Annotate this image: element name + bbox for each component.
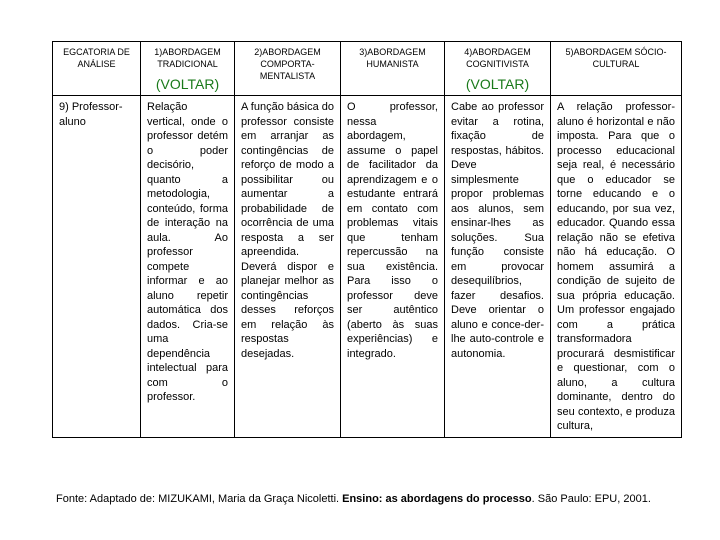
cell-text: A relação professor-aluno é horizontal e não imposta. Para que o processo educacional seja real, é necessário que o educador se torne educando e o educando, por sua vez, educador. Quando essa relação não se efetiva não há educação. O homem assumirá a condição de sujeito de sua própria educação. Um professor engajado com a prática transformadora procurará desmistificar e questionar, com o aluno, a cultura dominante, dentro do seu contexto, e produza cultura, [557, 101, 675, 432]
header-cell-cognitivista [445, 42, 551, 96]
citation-suffix: . São Paulo: EPU, 2001. [531, 493, 651, 505]
table-cell-category [53, 96, 141, 438]
header-row [53, 42, 682, 96]
table-cell-comportamentalista [235, 96, 341, 438]
cell-text: Cabe ao professor evitar a rotina, fixação de respostas, hábitos. Deve simplesmente propor problemas aos alunos, sem ensinar-lhes as soluções. Sua função consiste em provocar desequilíbrios, fazer desafios. Deve orientar o aluno e conce-der-lhe auto-controle e autonomia. [451, 101, 544, 360]
cell-text: A função básica do professor consiste em arranjar as contingências de reforço de modo a possibilitar ou aumentar a probabilidade de ocorrência de uma resposta a ser apreendida. Deverá dispor e planejar melhor as contingências desses reforços em relação às respostas desejadas. [241, 101, 334, 360]
header-cell-comportamentalista [235, 42, 341, 96]
citation-prefix: Fonte: Adaptado de: MIZUKAMI, Maria da Graça Nicoletti. [56, 493, 343, 505]
header-cell-socio-cultural [551, 42, 682, 96]
source-citation [56, 492, 716, 506]
header-cell-tradicional [141, 42, 235, 96]
table-cell-socio-cultural [551, 96, 682, 438]
table-row [53, 96, 682, 438]
header-label: 4)ABORDAGEM COGNITIVISTA [464, 47, 531, 69]
header-label: 3)ABORDAGEM HUMANISTA [359, 47, 426, 69]
cell-text: O professor, nessa abordagem, assume o papel de facilitador da aprendizagem e o estudante entrará em contato com problemas vitais que tenham repercussão na sua existência. Para isso o professor deve ser autêntico (aberto às suas experiências) e integrado. [347, 101, 438, 360]
header-label: 2)ABORDAGEM COMPORTA-MENTALISTA [254, 47, 321, 81]
header-label: 1)ABORDAGEM TRADICIONAL [154, 47, 221, 69]
header-cell-humanista [341, 42, 445, 96]
comparison-table [52, 41, 682, 438]
voltar-link[interactable]: (VOLTAR) [155, 76, 220, 92]
citation-title: Ensino: as abordagens do processo [342, 493, 532, 505]
table-cell-cognitivista [445, 96, 551, 438]
header-label: 5)ABORDAGEM SÓCIO-CULTURAL [565, 47, 667, 69]
voltar-link[interactable]: (VOLTAR) [465, 76, 530, 92]
cell-text: Relação vertical, onde o professor detém o poder decisório, quanto a metodologia, conteúdo, forma de interação na aula. Ao professor compete informar e ao aluno repetir automática dos dados. Cria-se uma dependência intelectual para com o professor. [147, 101, 228, 403]
header-cell-category [53, 42, 141, 96]
header-label: EGCATORIA DE ANÁLISE [63, 47, 130, 69]
table-cell-humanista [341, 96, 445, 438]
table-cell-tradicional [141, 96, 235, 438]
cell-text: 9) Professor-aluno [59, 101, 123, 128]
